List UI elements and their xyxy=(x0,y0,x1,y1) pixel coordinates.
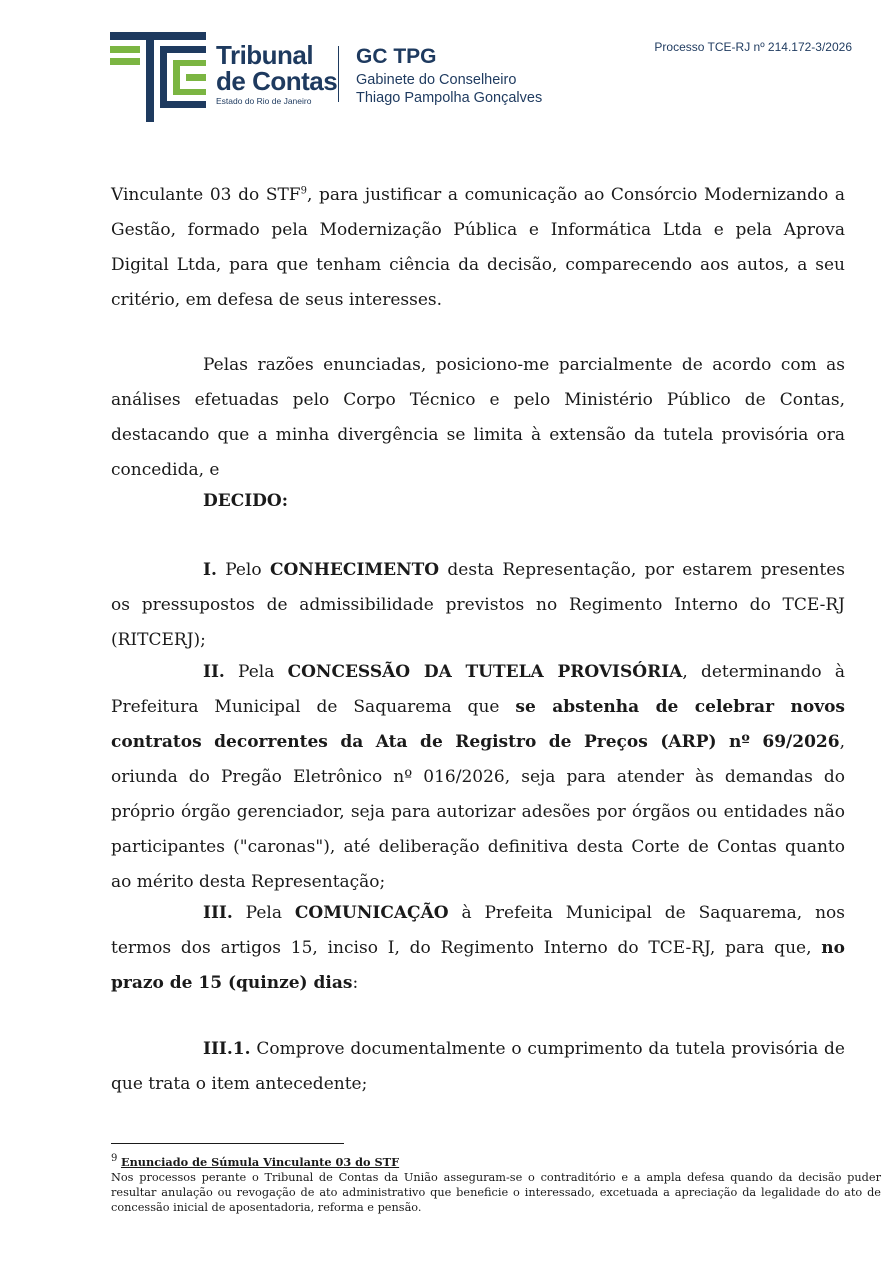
footnote-number: 9 xyxy=(111,1153,118,1165)
office-code: GC TPG xyxy=(356,45,437,68)
logo-title-line1: Tribunal xyxy=(216,40,314,70)
paragraph-reasons: Pelas razões enunciadas, posiciono-me parcialmente de acordo com as análises efetuadas pelo Corpo Técnico e pelo Ministério Público de Contas, destacando que a minha divergência se limita à extensão da tutela provisória ora concedida, e xyxy=(111,355,845,480)
decision-item-3: III. Pela COMUNICAÇÃO à Prefeita Municipal de Saquarema, nos termos dos artigos 15, inciso I, do Regimento Interno do TCE-RJ, para que, no prazo de 15 (quinze) dias: xyxy=(111,903,845,993)
document-header xyxy=(0,0,892,130)
decision-item-3-1: III.1. Comprove documentalmente o cumprimento da tutela provisória de que trata o item antecedente; xyxy=(111,1039,845,1094)
decision-heading: DECIDO: xyxy=(203,491,289,511)
footnote-title: Enunciado de Súmula Vinculante 03 do STF xyxy=(120,1155,400,1169)
process-number: Processo TCE-RJ nº 214.172-3/2026 xyxy=(654,40,852,54)
paragraph-continuation: Vinculante 03 do STF$^9$, para justificar a comunicação ao Consórcio Modernizando a Gestão, formado pela Modernização Pública e Informática Ltda e pela Aprova Digital Ltda, para que tenham ciência da decisão, comparecendo aos autos, a seu critério, em defesa de seus interesses. xyxy=(111,185,845,310)
footnote-text: Nos processos perante o Tribunal de Contas da União asseguram-se o contraditório e a ampla defesa quando da decisão puder resultar anulação ou revogação de ato administrativo que beneficie o interessado, excetuada a apreciação da legalidade do ato de concessão inicial de aposentadoria, reforma e pensão. xyxy=(111,1171,881,1214)
decision-item-1: I. Pelo CONHECIMENTO desta Representação, por estarem presentes os pressupostos de admissibilidade previstos no Regimento Interno do TCE-RJ (RITCERJ); xyxy=(111,560,845,650)
logo-title-line2: de Contas xyxy=(216,66,338,96)
footnote-ref: 9 xyxy=(300,185,307,197)
office-line1: Gabinete do Conselheiro xyxy=(356,72,517,88)
logo-subtitle: Estado do Rio de Janeiro xyxy=(216,96,312,106)
decision-item-2: II. Pela CONCESSÃO DA TUTELA PROVISÓRIA, determinando à Prefeitura Municipal de Saquarema que se abstenha de celebrar novos contratos decorrentes da Ata de Registro de Preços (ARP) nº 69/2026, oriunda do Pregão Eletrônico nº 016/2026, seja para atender às demandas do próprio órgão gerenciador, seja para autorizar adesões por órgãos ou entidades não participantes ("caronas"), até deliberação definitiva desta Corte de Contas quanto ao mérito desta Representação; xyxy=(111,662,845,892)
footnote-separator xyxy=(111,1143,344,1144)
header-divider xyxy=(338,46,339,102)
footnote xyxy=(111,1155,881,1215)
office-line2: Thiago Pampolha Gonçalves xyxy=(356,90,543,106)
tce-logo-icon xyxy=(110,30,210,122)
